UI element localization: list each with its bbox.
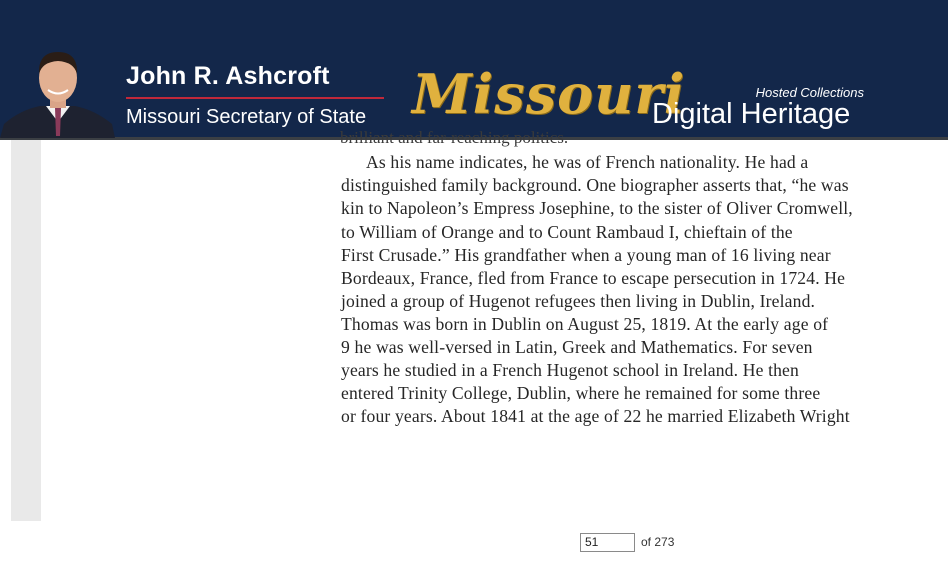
doc-line: years he studied in a French Hugenot school in Ireland. He then [341,360,799,380]
official-name: John R. Ashcroft [126,62,330,90]
portrait-photo [0,44,115,138]
doc-line: entered Trinity College, Dublin, where he remained for some three [341,383,821,403]
doc-cut-line: brilliant and far-reaching politics. [340,128,569,147]
name-divider [126,97,384,99]
page-number-input[interactable] [580,533,635,552]
doc-line: Bordeaux, France, fled from France to escape persecution in 1724. He [341,268,846,288]
viewer-left-rail [11,140,41,521]
doc-line: to William of Orange and to Count Rambaud I, chieftain of the [341,222,793,242]
page-count-label: of 273 [641,535,675,549]
hosted-collections-label: Hosted Collections [755,85,864,100]
doc-line: First Crusade.” His grandfather when a young man of 16 living near [341,245,831,265]
document-page-image [336,128,948,450]
doc-line: joined a group of Hugenot refugees then living in Dublin, Ireland. [341,291,816,311]
brand-missouri-logo[interactable]: Missouri [412,62,686,126]
doc-line: As his name indicates, he was of French nationality. He had a [366,152,809,172]
doc-line: or four years. About 1841 at the age of 22 he married Elizabeth Wright [341,406,850,426]
site-header [0,0,948,140]
official-title: Missouri Secretary of State [126,106,367,128]
doc-line: kin to Napoleon’s Empress Josephine, to the sister of Oliver Cromwell, [341,198,853,218]
digital-heritage-title[interactable]: Digital Heritage [652,98,851,130]
page-navigator [580,532,674,552]
doc-line: distinguished family background. One biographer asserts that, “he was [341,175,849,195]
doc-line: 9 he was well-versed in Latin, Greek and Mathematics. For seven [341,337,813,357]
doc-line: Thomas was born in Dublin on August 25, 1819. At the early age of [341,314,829,334]
